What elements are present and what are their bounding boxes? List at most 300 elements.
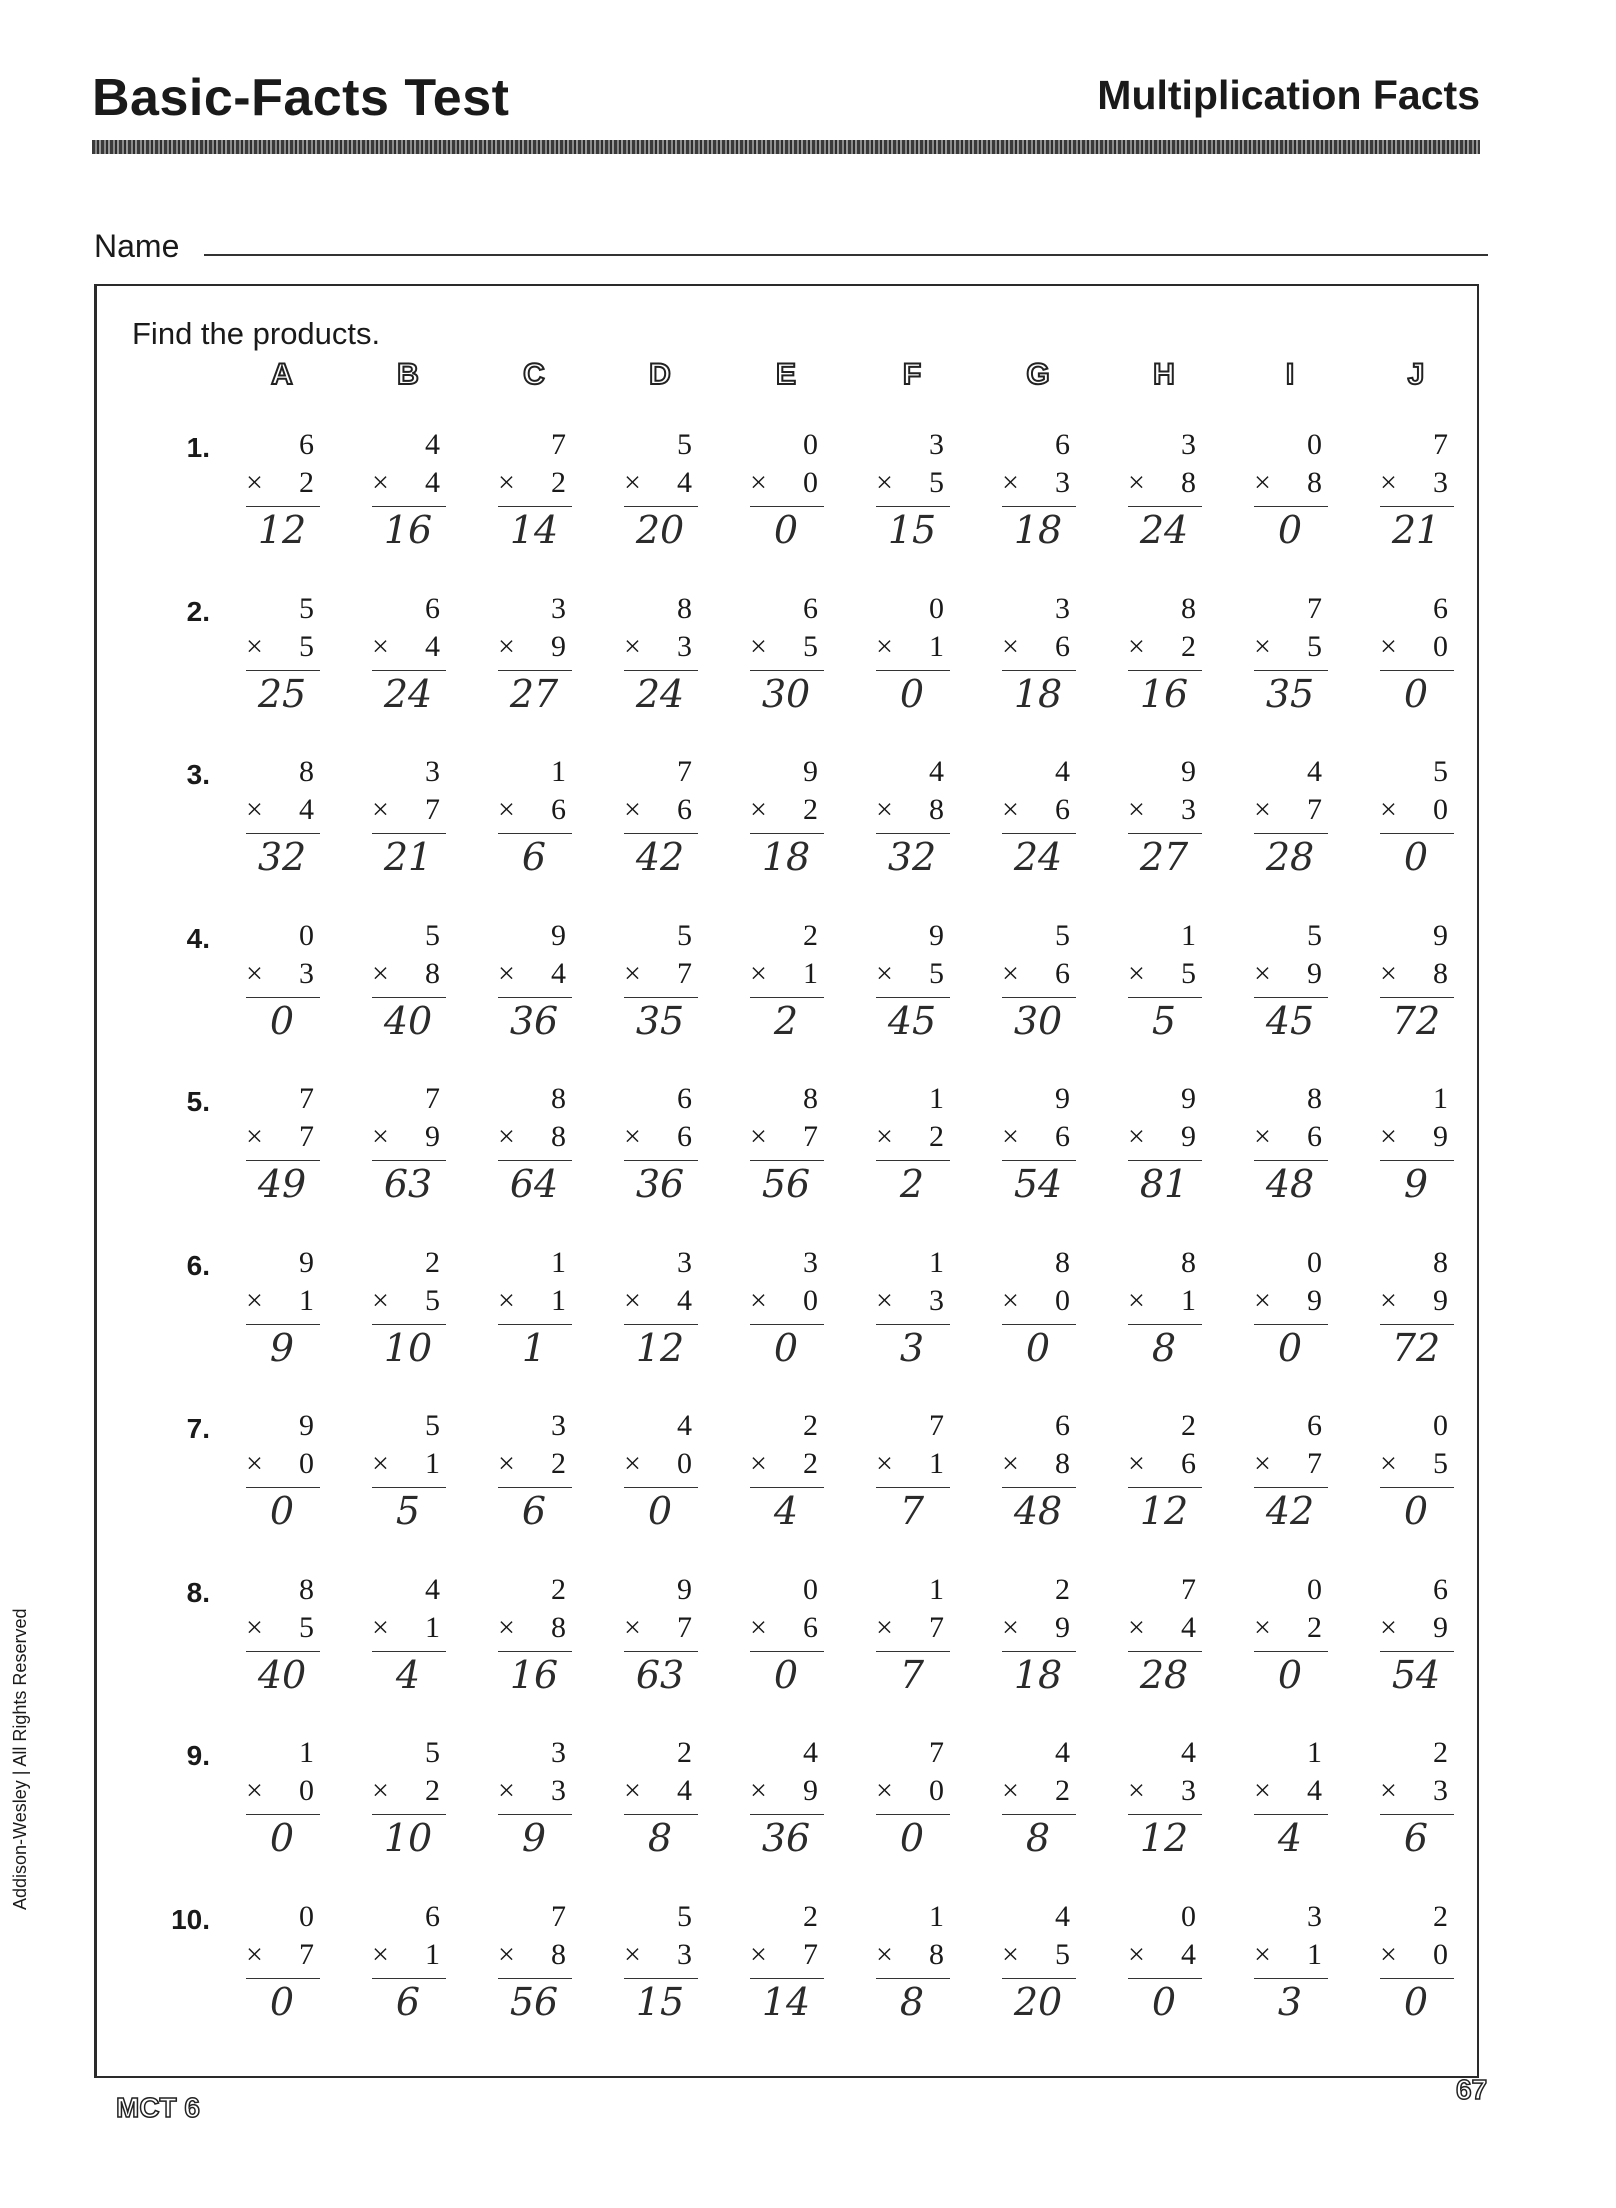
times-sign: × (498, 1447, 515, 1480)
handwritten-answer[interactable]: 0 (269, 1489, 295, 1533)
multiplicand: 7 (929, 1736, 944, 1769)
multiplier-line (1002, 793, 1076, 834)
multiplier: 7 (929, 1610, 944, 1644)
multiplicand: 8 (1055, 1245, 1070, 1279)
times-sign: × (624, 466, 641, 499)
multiplier: 3 (299, 956, 314, 990)
handwritten-answer[interactable]: 30 (761, 671, 811, 716)
handwritten-answer[interactable]: 24 (1139, 508, 1189, 552)
multiplier-line (1002, 957, 1076, 998)
handwritten-answer[interactable]: 27 (509, 671, 559, 716)
handwritten-answer[interactable]: 14 (761, 1979, 811, 2024)
handwritten-answer[interactable]: 48 (1265, 1162, 1315, 1206)
multiplier: 4 (677, 466, 692, 499)
times-sign: × (1254, 1937, 1271, 1971)
handwritten-answer[interactable]: 27 (1139, 835, 1189, 879)
multiplicand: 6 (299, 428, 314, 461)
multiplicand: 5 (1055, 918, 1070, 952)
problem-2-h (1124, 592, 1204, 722)
multiplier-line (1002, 1120, 1076, 1161)
handwritten-answer[interactable]: 20 (1013, 1979, 1063, 2024)
multiplicand: 3 (551, 591, 566, 625)
multiplicand: 0 (1307, 428, 1322, 461)
times-sign: × (372, 466, 389, 499)
multiplier-line (372, 1774, 446, 1815)
times-sign: × (1128, 1937, 1145, 1971)
handwritten-answer[interactable]: 0 (1403, 1979, 1429, 2024)
times-sign: × (498, 956, 515, 990)
multiplier-line (750, 1447, 824, 1488)
handwritten-answer[interactable]: 6 (521, 835, 547, 879)
multiplier: 7 (1307, 1447, 1322, 1480)
multiplier: 1 (1307, 1937, 1322, 1971)
multiplier: 7 (299, 1120, 314, 1153)
times-sign: × (1380, 1610, 1397, 1644)
handwritten-answer[interactable]: 0 (269, 1979, 295, 2024)
problem-2-a (242, 592, 322, 722)
multiplicand: 2 (1433, 1736, 1448, 1769)
handwritten-answer[interactable]: 16 (383, 508, 433, 552)
multiplier-line (1380, 957, 1454, 998)
handwritten-answer[interactable]: 36 (761, 1816, 811, 1860)
multiplier-line (1128, 466, 1202, 507)
multiplicand: 3 (677, 1245, 692, 1279)
multiplier-line (372, 1120, 446, 1161)
multiplier: 6 (1055, 956, 1070, 990)
handwritten-answer[interactable]: 42 (1265, 1489, 1315, 1533)
times-sign: × (1002, 629, 1019, 663)
handwritten-answer[interactable]: 6 (521, 1489, 547, 1533)
times-sign: × (1002, 1283, 1019, 1317)
multiplicand: 3 (1307, 1899, 1322, 1933)
handwritten-answer[interactable]: 9 (269, 1325, 295, 1370)
multiplier: 1 (425, 1937, 440, 1971)
multiplier: 6 (551, 793, 566, 826)
handwritten-answer[interactable]: 36 (509, 998, 559, 1043)
multiplicand: 7 (1307, 591, 1322, 625)
multiplier-line (624, 793, 698, 834)
multiplier-line (624, 1120, 698, 1161)
handwritten-answer[interactable]: 28 (1265, 835, 1315, 879)
multiplier-line (624, 466, 698, 507)
handwritten-answer[interactable]: 25 (257, 671, 307, 716)
multiplier-line (750, 1120, 824, 1161)
problem-3-b (368, 755, 448, 885)
multiplier: 6 (1307, 1120, 1322, 1153)
problem-1-f (872, 428, 952, 558)
handwritten-answer[interactable]: 9 (521, 1816, 547, 1860)
problem-4-b (368, 919, 448, 1049)
handwritten-answer[interactable]: 6 (1403, 1816, 1429, 1860)
times-sign: × (876, 1774, 893, 1807)
multiplicand: 5 (425, 1409, 440, 1442)
problem-7-g (998, 1409, 1078, 1539)
multiplier-line (1002, 1284, 1076, 1325)
row-number: 10. (171, 1903, 210, 1935)
handwritten-answer[interactable]: 48 (1013, 1489, 1063, 1533)
column-header-a: A (271, 358, 293, 391)
problem-9-a (242, 1736, 322, 1866)
problem-6-j (1376, 1246, 1456, 1376)
handwritten-answer[interactable]: 12 (1139, 1816, 1189, 1860)
multiplicand: 3 (1055, 591, 1070, 625)
multiplicand: 4 (929, 755, 944, 788)
multiplier: 5 (425, 1283, 440, 1317)
handwritten-answer[interactable]: 5 (395, 1489, 421, 1533)
handwritten-answer[interactable]: 7 (899, 1652, 925, 1697)
handwritten-answer[interactable]: 8 (1151, 1325, 1177, 1370)
handwritten-answer[interactable]: 0 (773, 1652, 799, 1697)
times-sign: × (1002, 956, 1019, 990)
multiplier: 9 (1433, 1610, 1448, 1644)
multiplier: 4 (1181, 1937, 1196, 1971)
times-sign: × (876, 1283, 893, 1317)
multiplier: 2 (299, 466, 314, 499)
multiplicand: 1 (929, 1082, 944, 1115)
handwritten-answer[interactable]: 3 (1277, 1979, 1303, 2024)
problem-7-h (1124, 1409, 1204, 1539)
multiplier: 2 (929, 1120, 944, 1153)
row-number: 8. (186, 1576, 210, 1608)
handwritten-answer[interactable]: 14 (509, 508, 559, 552)
multiplier: 3 (929, 1283, 944, 1317)
multiplier-line (498, 793, 572, 834)
handwritten-answer[interactable]: 32 (887, 835, 937, 879)
handwritten-answer[interactable]: 10 (383, 1325, 433, 1370)
multiplier: 6 (1055, 1120, 1070, 1153)
multiplicand: 1 (929, 1245, 944, 1279)
handwritten-answer[interactable]: 7 (899, 1489, 925, 1533)
times-sign: × (1002, 793, 1019, 826)
row-number: 3. (186, 759, 210, 790)
multiplier-line (372, 793, 446, 834)
handwritten-answer[interactable]: 5 (1151, 998, 1177, 1043)
problem-2-i (1250, 592, 1330, 722)
problem-3-i (1250, 755, 1330, 885)
multiplicand: 1 (929, 1899, 944, 1933)
times-sign: × (1380, 1937, 1397, 1971)
handwritten-answer[interactable]: 21 (383, 835, 433, 879)
multiplier: 5 (299, 629, 314, 663)
handwritten-answer[interactable]: 0 (899, 1816, 925, 1860)
handwritten-answer[interactable]: 54 (1391, 1652, 1441, 1697)
multiplier: 1 (425, 1610, 440, 1644)
handwritten-answer[interactable]: 2 (899, 1162, 925, 1206)
multiplicand: 0 (299, 918, 314, 952)
multiplicand: 4 (677, 1409, 692, 1442)
multiplier: 1 (425, 1447, 440, 1480)
handwritten-answer[interactable]: 12 (635, 1325, 685, 1370)
handwritten-answer[interactable]: 0 (269, 998, 295, 1043)
multiplier: 0 (299, 1447, 314, 1480)
handwritten-answer[interactable]: 0 (1277, 508, 1303, 552)
times-sign: × (876, 793, 893, 826)
multiplier: 0 (677, 1447, 692, 1480)
problem-4-i (1250, 919, 1330, 1049)
handwritten-answer[interactable]: 45 (1265, 998, 1315, 1043)
handwritten-answer[interactable]: 4 (773, 1489, 799, 1533)
multiplier: 5 (1055, 1937, 1070, 1971)
multiplier-line (1380, 1120, 1454, 1161)
handwritten-answer[interactable]: 0 (1025, 1325, 1051, 1370)
multiplier-line (1380, 793, 1454, 834)
handwritten-answer[interactable]: 18 (1013, 1652, 1063, 1697)
problem-2-b (368, 592, 448, 722)
handwritten-answer[interactable]: 56 (509, 1979, 559, 2024)
handwritten-answer[interactable]: 40 (257, 1652, 307, 1697)
multiplicand: 0 (929, 591, 944, 625)
handwritten-answer[interactable]: 3 (899, 1325, 925, 1370)
handwritten-answer[interactable]: 63 (383, 1162, 433, 1206)
multiplier: 0 (1433, 1937, 1448, 1971)
times-sign: × (624, 1447, 641, 1480)
times-sign: × (1254, 793, 1271, 826)
multiplicand: 1 (551, 755, 566, 788)
problem-1-g (998, 428, 1078, 558)
multiplicand: 6 (677, 1082, 692, 1115)
handwritten-answer[interactable]: 21 (1391, 508, 1441, 552)
multiplicand: 7 (1181, 1572, 1196, 1606)
handwritten-answer[interactable]: 0 (899, 671, 925, 716)
handwritten-answer[interactable]: 16 (1139, 671, 1189, 716)
multiplier: 6 (1181, 1447, 1196, 1480)
handwritten-answer[interactable]: 72 (1391, 1325, 1441, 1370)
multiplier: 7 (677, 1610, 692, 1644)
problem-3-f (872, 755, 952, 885)
name-field-line[interactable] (204, 254, 1488, 256)
handwritten-answer[interactable]: 1 (521, 1325, 547, 1370)
times-sign: × (876, 629, 893, 663)
handwritten-answer[interactable]: 8 (647, 1816, 673, 1860)
multiplier: 3 (677, 1937, 692, 1971)
handwritten-answer[interactable]: 0 (269, 1816, 295, 1860)
handwritten-answer[interactable]: 8 (1025, 1816, 1051, 1860)
multiplicand: 5 (677, 428, 692, 461)
multiplier-line (1128, 630, 1202, 671)
problem-5-g (998, 1082, 1078, 1212)
times-sign: × (372, 1774, 389, 1807)
column-header-f: F (902, 358, 922, 391)
handwritten-answer[interactable]: 18 (1013, 508, 1063, 552)
problem-5-d (620, 1082, 700, 1212)
handwritten-answer[interactable]: 12 (1139, 1489, 1189, 1533)
problem-10-a (242, 1900, 322, 2030)
handwritten-answer[interactable]: 6 (395, 1979, 421, 2024)
handwritten-answer[interactable]: 64 (509, 1162, 559, 1206)
row-number: 9. (186, 1740, 210, 1771)
problem-10-j (1376, 1900, 1456, 2030)
multiplier-line (876, 1611, 950, 1652)
column-header-h: H (1153, 358, 1175, 391)
handwritten-answer[interactable]: 0 (1403, 835, 1429, 879)
handwritten-answer[interactable]: 0 (1277, 1652, 1303, 1697)
multiplier: 8 (929, 793, 944, 826)
multiplier-line (876, 630, 950, 671)
handwritten-answer[interactable]: 4 (1277, 1816, 1303, 1860)
multiplier: 9 (1307, 1283, 1322, 1317)
multiplicand: 6 (1055, 428, 1070, 461)
problem-1-i (1250, 428, 1330, 558)
handwritten-answer[interactable]: 0 (1277, 1325, 1303, 1370)
handwritten-answer[interactable]: 72 (1391, 998, 1441, 1043)
multiplicand: 4 (1055, 1899, 1070, 1933)
multiplicand: 4 (1307, 755, 1322, 788)
times-sign: × (624, 1283, 641, 1317)
multiplier: 7 (425, 793, 440, 826)
times-sign: × (372, 629, 389, 663)
problem-4-e (746, 919, 826, 1049)
problem-3-g (998, 755, 1078, 885)
times-sign: × (372, 1610, 389, 1644)
times-sign: × (1002, 466, 1019, 499)
problem-9-i (1250, 1736, 1330, 1866)
multiplier: 5 (299, 1610, 314, 1644)
times-sign: × (246, 629, 263, 663)
handwritten-answer[interactable]: 81 (1139, 1162, 1189, 1206)
handwritten-answer[interactable]: 32 (257, 835, 307, 879)
handwritten-answer[interactable]: 24 (383, 671, 433, 716)
times-sign: × (1128, 1120, 1145, 1153)
multiplier-line (624, 1284, 698, 1325)
handwritten-answer[interactable]: 49 (257, 1162, 307, 1206)
handwritten-answer[interactable]: 15 (887, 508, 937, 552)
handwritten-answer[interactable]: 0 (773, 1325, 799, 1370)
multiplicand: 5 (299, 591, 314, 625)
handwritten-answer[interactable]: 0 (773, 508, 799, 552)
problem-5-h (1124, 1082, 1204, 1212)
handwritten-answer[interactable]: 36 (635, 1162, 685, 1206)
handwritten-answer[interactable]: 15 (635, 1979, 685, 2024)
handwritten-answer[interactable]: 0 (1151, 1979, 1177, 2024)
times-sign: × (750, 466, 767, 499)
multiplicand: 9 (1055, 1082, 1070, 1115)
multiplier-line (1002, 1774, 1076, 1815)
multiplier: 0 (299, 1774, 314, 1807)
multiplicand: 9 (1181, 1082, 1196, 1115)
multiplier: 1 (803, 956, 818, 990)
problem-2-g (998, 592, 1078, 722)
handwritten-answer[interactable]: 35 (1265, 671, 1315, 716)
problem-10-b (368, 1900, 448, 2030)
problem-2-e (746, 592, 826, 722)
footer-code: MCT 6 (116, 2092, 200, 2123)
multiplicand: 1 (1181, 918, 1196, 952)
multiplier: 3 (1181, 1774, 1196, 1807)
multiplier: 2 (1055, 1774, 1070, 1807)
problem-8-i (1250, 1573, 1330, 1703)
handwritten-answer[interactable]: 4 (395, 1652, 421, 1697)
problem-4-h (1124, 919, 1204, 1049)
handwritten-answer[interactable]: 40 (383, 998, 433, 1043)
multiplier: 5 (929, 466, 944, 499)
multiplicand: 3 (803, 1245, 818, 1279)
handwritten-answer[interactable]: 18 (1013, 671, 1063, 716)
problem-6-d (620, 1246, 700, 1376)
handwritten-answer[interactable]: 24 (1013, 835, 1063, 879)
handwritten-answer[interactable]: 8 (899, 1979, 925, 2024)
multiplicand: 5 (425, 918, 440, 952)
column-header-j: J (1407, 358, 1425, 391)
multiplier-line (1128, 1447, 1202, 1488)
problem-1-a (242, 428, 322, 558)
handwritten-answer[interactable]: 63 (635, 1652, 685, 1697)
name-label: Name (94, 228, 180, 264)
handwritten-answer[interactable]: 9 (1403, 1162, 1429, 1206)
problem-6-g (998, 1246, 1078, 1376)
multiplicand: 5 (677, 918, 692, 952)
handwritten-answer[interactable]: 20 (635, 508, 685, 552)
handwritten-answer[interactable]: 10 (383, 1816, 433, 1860)
multiplicand: 8 (1181, 1245, 1196, 1279)
times-sign: × (876, 1120, 893, 1153)
times-sign: × (1254, 1283, 1271, 1317)
handwritten-answer[interactable]: 18 (761, 835, 811, 879)
handwritten-answer[interactable]: 28 (1139, 1652, 1189, 1697)
handwritten-answer[interactable]: 2 (773, 998, 799, 1043)
multiplicand: 3 (425, 755, 440, 788)
times-sign: × (624, 1610, 641, 1644)
multiplicand: 8 (551, 1082, 566, 1115)
multiplier-line (1002, 630, 1076, 671)
handwritten-answer[interactable]: 0 (1403, 671, 1429, 716)
handwritten-answer[interactable]: 30 (1013, 998, 1063, 1043)
handwritten-answer[interactable]: 35 (635, 998, 685, 1043)
problem-10-e (746, 1900, 826, 2030)
handwritten-answer[interactable]: 0 (1403, 1489, 1429, 1533)
handwritten-answer[interactable]: 42 (635, 835, 685, 879)
problem-10-h (1124, 1900, 1204, 2030)
multiplier-line (498, 466, 572, 507)
multiplicand: 4 (803, 1736, 818, 1769)
multiplicand: 7 (1433, 428, 1448, 461)
handwritten-answer[interactable]: 0 (647, 1489, 673, 1533)
multiplier: 5 (1433, 1447, 1448, 1480)
multiplier: 4 (1181, 1610, 1196, 1644)
times-sign: × (372, 1937, 389, 1971)
multiplier: 8 (551, 1120, 566, 1153)
multiplier-line (1254, 1938, 1328, 1979)
multiplier: 9 (803, 1774, 818, 1807)
times-sign: × (372, 1447, 389, 1480)
handwritten-answer[interactable]: 45 (887, 998, 937, 1043)
handwritten-answer[interactable]: 24 (635, 671, 685, 716)
problem-9-h (1124, 1736, 1204, 1866)
multiplier-line (246, 1611, 320, 1652)
multiplier-line (1128, 793, 1202, 834)
multiplicand: 5 (677, 1899, 692, 1933)
multiplicand: 8 (1307, 1082, 1322, 1115)
multiplier-line (1254, 793, 1328, 834)
multiplier-line (750, 1611, 824, 1652)
instructions: Find the products. (132, 316, 381, 351)
times-sign: × (1380, 1447, 1397, 1480)
times-sign: × (750, 793, 767, 826)
multiplier-line (246, 793, 320, 834)
multiplier: 5 (929, 956, 944, 990)
handwritten-answer[interactable]: 56 (761, 1162, 811, 1206)
multiplier: 9 (1055, 1610, 1070, 1644)
handwritten-answer[interactable]: 12 (257, 508, 307, 552)
multiplicand: 1 (299, 1736, 314, 1769)
multiplier: 7 (677, 956, 692, 990)
times-sign: × (372, 1283, 389, 1317)
handwritten-answer[interactable]: 16 (509, 1652, 559, 1697)
handwritten-answer[interactable]: 54 (1013, 1162, 1063, 1206)
times-sign: × (876, 1447, 893, 1480)
times-sign: × (1002, 1937, 1019, 1971)
multiplicand: 9 (299, 1245, 314, 1279)
multiplicand: 2 (1433, 1899, 1448, 1933)
